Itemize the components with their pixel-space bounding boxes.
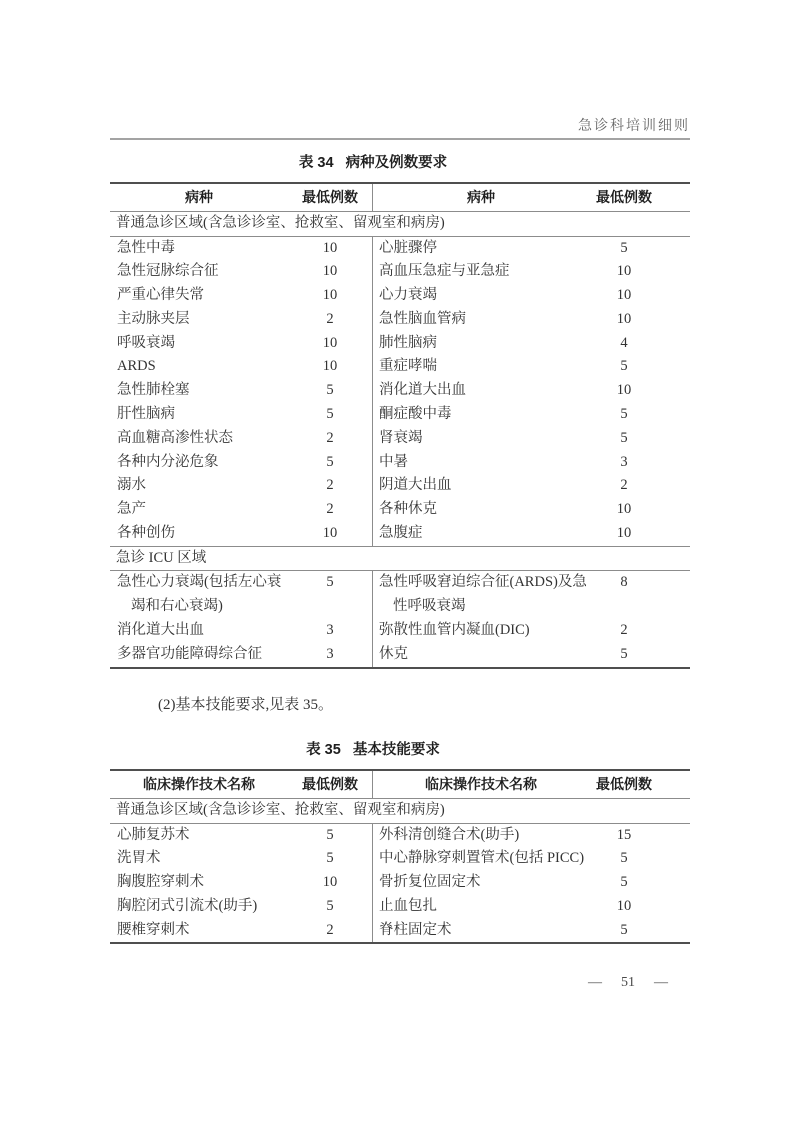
row-left-half: [110, 571, 373, 619]
table-row: [110, 498, 690, 522]
row-left-half: [110, 871, 373, 895]
left-name-cell: [110, 451, 288, 475]
right-name-cell: [373, 284, 589, 308]
left-min-cases-value: 10: [322, 263, 338, 280]
left-min-cases-value: 3: [326, 621, 334, 638]
row-right-half: [373, 871, 690, 895]
row-left-half: [110, 919, 373, 943]
row-left-half: [110, 895, 373, 919]
left-min-cases-value: 10: [322, 239, 338, 256]
header-rule: [110, 138, 690, 140]
right-name-cell: [373, 379, 589, 403]
left-name-cell: [110, 571, 288, 619]
left-name-cell: [110, 619, 288, 643]
page-number: — 51 —: [588, 975, 668, 990]
column-header: 最低例数: [596, 189, 652, 205]
left-min-cases-value: 2: [326, 310, 334, 327]
left-name-cell: [110, 498, 288, 522]
right-name-cell: [373, 498, 589, 522]
right-min-cases-value: 5: [620, 358, 628, 375]
row-right-half: [373, 284, 690, 308]
left-name-cell: [110, 379, 288, 403]
row-left-half: [110, 379, 373, 403]
right-min-cases-value: 10: [616, 382, 632, 399]
row-left-half: [110, 619, 373, 643]
name-line: 中暑: [379, 453, 408, 470]
table: [110, 769, 690, 944]
left-min-cases-value: 5: [326, 850, 334, 867]
right-min-cases-value: 10: [616, 287, 632, 304]
name-line: 中心静脉穿刺置管术(包括 PICC): [379, 850, 585, 867]
table-34-block: [110, 153, 690, 669]
name-line: 急性冠脉综合征: [117, 263, 219, 280]
right-name-cell: [373, 522, 589, 546]
header-right-half: [373, 184, 690, 211]
left-name-cell: [110, 474, 288, 498]
row-right-half: [373, 332, 690, 356]
row-left-half: [110, 522, 373, 546]
row-right-half: [373, 571, 690, 619]
header-right-half: [373, 771, 690, 798]
row-left-half: [110, 308, 373, 332]
table-header-row: [110, 184, 690, 211]
name-line: 高血糖高渗性状态: [117, 429, 233, 446]
name-line: 消化道大出血: [379, 382, 466, 399]
table-row: [110, 284, 690, 308]
right-min-cases-value: 5: [620, 239, 628, 256]
row-right-half: [373, 427, 690, 451]
name-line: 急产: [117, 501, 146, 518]
name-line: 脊柱固定术: [379, 921, 452, 938]
row-right-half: [373, 308, 690, 332]
left-name-cell: [110, 847, 288, 871]
left-min-cases-value: 5: [326, 826, 334, 843]
left-name-cell: [110, 308, 288, 332]
row-right-half: [373, 451, 690, 475]
table-row: [110, 847, 690, 871]
table-row: [110, 619, 690, 643]
name-line: 急性心力衰竭(包括左心衰: [117, 574, 282, 591]
body-paragraph: (2)基本技能要求,见表 35。: [158, 697, 333, 713]
table-row: [110, 824, 690, 848]
row-right-half: [373, 847, 690, 871]
table-title: 表 34 病种及例数要求: [298, 155, 448, 171]
name-line: 胸腔闭式引流术(助手): [117, 897, 258, 914]
row-right-half: [373, 824, 690, 848]
name-line: 急性脑血管病: [379, 310, 466, 327]
right-name-cell: [373, 571, 589, 619]
row-right-half: [373, 619, 690, 643]
name-line: 肺性脑病: [379, 334, 437, 351]
table-section-row: 普通急诊区域(含急诊诊室、抢救室、留观室和病房): [110, 798, 690, 824]
table-header-row: [110, 771, 690, 798]
table-section-row: 普通急诊区域(含急诊诊室、抢救室、留观室和病房): [110, 211, 690, 237]
column-header: 临床操作技术名称: [425, 776, 537, 792]
right-min-cases-value: 2: [620, 477, 628, 494]
name-line: 腰椎穿刺术: [117, 921, 190, 938]
column-header: 病种: [467, 189, 495, 205]
row-right-half: [373, 474, 690, 498]
left-name-cell: [110, 403, 288, 427]
name-line: 外科清创缝合术(助手): [379, 826, 520, 843]
table-row: [110, 919, 690, 943]
left-min-cases-value: 2: [326, 429, 334, 446]
right-name-cell: [373, 824, 589, 848]
column-header: 最低例数: [302, 189, 358, 205]
right-min-cases-value: 10: [616, 897, 632, 914]
table-row: [110, 308, 690, 332]
name-line: 急腹症: [379, 525, 423, 542]
row-right-half: [373, 522, 690, 546]
left-name-cell: [110, 260, 288, 284]
name-line: 性呼吸衰竭: [393, 598, 466, 615]
name-line: 休克: [379, 645, 408, 662]
header-left-half: [110, 184, 373, 211]
name-line: 止血包扎: [379, 897, 437, 914]
right-name-cell: [373, 871, 589, 895]
right-min-cases-value: 5: [620, 874, 628, 891]
row-left-half: [110, 824, 373, 848]
row-right-half: [373, 260, 690, 284]
row-right-half: [373, 403, 690, 427]
right-min-cases-value: 5: [620, 429, 628, 446]
row-left-half: [110, 498, 373, 522]
row-left-half: [110, 474, 373, 498]
left-min-cases-value: 5: [326, 382, 334, 399]
left-name-cell: [110, 427, 288, 451]
left-name-cell: [110, 643, 288, 667]
right-name-cell: [373, 332, 589, 356]
name-line: 重症哮喘: [379, 358, 437, 375]
row-left-half: [110, 847, 373, 871]
name-line: 骨折复位固定术: [379, 874, 481, 891]
table-title: 表 35 基本技能要求: [306, 742, 440, 758]
name-line: 心肺复苏术: [117, 826, 190, 843]
table-section-row: 急诊 ICU 区域: [110, 546, 690, 572]
left-min-cases-value: 2: [326, 501, 334, 518]
left-name-cell: [110, 332, 288, 356]
row-left-half: [110, 403, 373, 427]
column-header: 临床操作技术名称: [143, 776, 255, 792]
right-min-cases-value: 4: [620, 334, 628, 351]
table-row: [110, 643, 690, 667]
left-name-cell: [110, 284, 288, 308]
name-line: 洗胃术: [117, 850, 161, 867]
name-line: 酮症酸中毒: [379, 406, 452, 423]
right-min-cases-value: 2: [620, 621, 628, 638]
row-left-half: [110, 427, 373, 451]
name-line: 各种内分泌危象: [117, 453, 219, 470]
table-row: [110, 474, 690, 498]
right-name-cell: [373, 847, 589, 871]
table-row: [110, 403, 690, 427]
right-name-cell: [373, 451, 589, 475]
name-line: 多器官功能障碍综合征: [117, 645, 262, 662]
table-row: [110, 571, 690, 619]
name-line: 急性肺栓塞: [117, 382, 190, 399]
left-min-cases-value: 5: [326, 406, 334, 423]
row-left-half: [110, 643, 373, 667]
name-line: 心力衰竭: [379, 287, 437, 304]
right-min-cases-value: 3: [620, 453, 628, 470]
right-name-cell: [373, 895, 589, 919]
name-line: 心脏骤停: [379, 239, 437, 256]
right-name-cell: [373, 643, 589, 667]
row-right-half: [373, 355, 690, 379]
table: [110, 182, 690, 669]
column-header: 最低例数: [596, 776, 652, 792]
row-left-half: [110, 355, 373, 379]
name-line: 肝性脑病: [117, 406, 175, 423]
right-min-cases-value: 5: [620, 850, 628, 867]
right-name-cell: [373, 427, 589, 451]
row-left-half: [110, 332, 373, 356]
left-min-cases-value: 10: [322, 525, 338, 542]
right-min-cases-value: 5: [620, 406, 628, 423]
left-min-cases-value: 5: [326, 897, 334, 914]
right-min-cases-value: 5: [620, 645, 628, 662]
name-line: 各种创伤: [117, 525, 175, 542]
left-name-cell: [110, 237, 288, 261]
right-min-cases-value: 8: [620, 574, 628, 591]
right-name-cell: [373, 355, 589, 379]
table-row: [110, 427, 690, 451]
row-left-half: [110, 237, 373, 261]
table-row: [110, 379, 690, 403]
row-right-half: [373, 498, 690, 522]
table-row: [110, 871, 690, 895]
name-line: 急性中毒: [117, 239, 175, 256]
row-right-half: [373, 643, 690, 667]
row-right-half: [373, 237, 690, 261]
left-name-cell: [110, 824, 288, 848]
table-row: [110, 260, 690, 284]
name-line: ARDS: [117, 358, 156, 375]
row-left-half: [110, 260, 373, 284]
right-min-cases-value: 15: [616, 826, 632, 843]
name-line: 消化道大出血: [117, 621, 204, 638]
name-line: 阴道大出血: [379, 477, 452, 494]
name-line: 胸腹腔穿刺术: [117, 874, 204, 891]
row-right-half: [373, 919, 690, 943]
right-name-cell: [373, 403, 589, 427]
table-row: [110, 237, 690, 261]
column-header: 最低例数: [302, 776, 358, 792]
running-header: 急诊科培训细则: [578, 119, 690, 134]
name-line: 高血压急症与亚急症: [379, 263, 510, 280]
name-line: 溺水: [117, 477, 146, 494]
right-min-cases-value: 10: [616, 263, 632, 280]
row-left-half: [110, 451, 373, 475]
row-right-half: [373, 895, 690, 919]
left-min-cases-value: 10: [322, 287, 338, 304]
left-name-cell: [110, 919, 288, 943]
name-line: 主动脉夹层: [117, 310, 190, 327]
left-min-cases-value: 2: [326, 921, 334, 938]
left-name-cell: [110, 522, 288, 546]
table-row: [110, 451, 690, 475]
left-name-cell: [110, 895, 288, 919]
right-min-cases-value: 5: [620, 921, 628, 938]
table-35-block: [110, 740, 690, 944]
name-line: 急性呼吸窘迫综合征(ARDS)及急: [379, 574, 587, 591]
row-right-half: [373, 379, 690, 403]
row-left-half: [110, 284, 373, 308]
left-min-cases-value: 10: [322, 358, 338, 375]
table-row: [110, 355, 690, 379]
right-min-cases-value: 10: [616, 310, 632, 327]
right-name-cell: [373, 237, 589, 261]
left-name-cell: [110, 871, 288, 895]
right-min-cases-value: 10: [616, 501, 632, 518]
left-min-cases-value: 5: [326, 453, 334, 470]
right-name-cell: [373, 919, 589, 943]
name-line: 竭和右心衰竭): [131, 598, 223, 615]
name-line: 各种休克: [379, 501, 437, 518]
table-row: [110, 332, 690, 356]
name-line: 肾衰竭: [379, 429, 423, 446]
left-min-cases-value: 10: [322, 334, 338, 351]
name-line: 呼吸衰竭: [117, 334, 175, 351]
table-row: [110, 895, 690, 919]
right-name-cell: [373, 619, 589, 643]
right-name-cell: [373, 260, 589, 284]
header-left-half: [110, 771, 373, 798]
left-min-cases-value: 3: [326, 645, 334, 662]
left-name-cell: [110, 355, 288, 379]
left-min-cases-value: 2: [326, 477, 334, 494]
left-min-cases-value: 10: [322, 874, 338, 891]
right-name-cell: [373, 474, 589, 498]
right-min-cases-value: 10: [616, 525, 632, 542]
name-line: 严重心律失常: [117, 287, 204, 304]
right-name-cell: [373, 308, 589, 332]
name-line: 弥散性血管内凝血(DIC): [379, 621, 530, 638]
table-row: [110, 522, 690, 546]
left-min-cases-value: 5: [326, 574, 334, 591]
column-header: 病种: [185, 189, 213, 205]
